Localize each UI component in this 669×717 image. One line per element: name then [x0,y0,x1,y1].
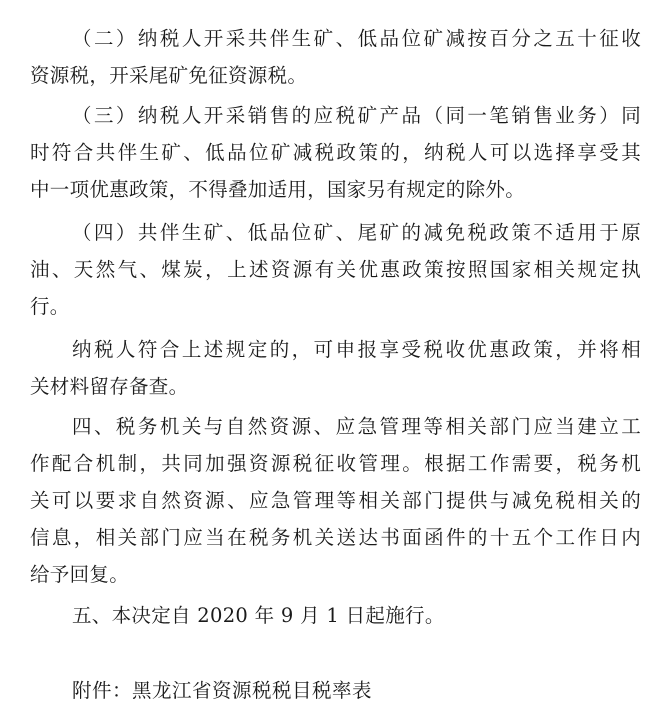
paragraph-declaration-note [30,331,641,405]
paragraph-section-5 [30,597,641,634]
text-line: 四、税务机关与自然资源、应急管理等相关部门应当建立工 [72,415,641,438]
attachment-note: 附件：黑龙江省资源税税目税率表 [72,679,373,702]
text-line: 给予回复。 [30,563,130,586]
text-line: （四）共伴生矿、低品位矿、尾矿的减免税政策不适用于原 [72,221,641,244]
text-line: 行。 [30,295,70,318]
text-line: 信息，相关部门应当在税务机关送达书面函件的十五个工作日内 [30,526,641,549]
text-line: （三）纳税人开采销售的应税矿产品（同一笔销售业务）同 [72,104,641,127]
text-line: 油、天然气、煤炭，上述资源有关优惠政策按照国家相关规定执 [30,258,641,281]
text-line: 时符合共伴生矿、低品位矿减税政策的，纳税人可以选择享受其 [30,141,641,164]
text-line: 纳税人符合上述规定的，可申报享受税收优惠政策，并将相 [72,338,641,361]
text-line: 五、本决定自 2020 年 9 月 1 日起施行。 [72,604,445,627]
text-line: （二）纳税人开采共伴生矿、低品位矿减按百分之五十征收 [72,27,641,50]
text-line: 资源税，开采尾矿免征资源税。 [30,64,308,87]
paragraph-item-3 [30,97,641,208]
paragraph-section-4 [30,408,641,593]
text-line: 中一项优惠政策，不得叠加适用，国家另有规定的除外。 [30,178,526,201]
paragraph-item-2 [30,20,641,94]
paragraph-item-4 [30,214,641,325]
text-line: 作配合机制，共同加强资源税征收管理。根据工作需要，税务机 [30,452,641,475]
text-line: 关可以要求自然资源、应急管理等相关部门提供与减免税相关的 [30,489,641,512]
text-line: 关材料留存备查。 [30,375,189,398]
